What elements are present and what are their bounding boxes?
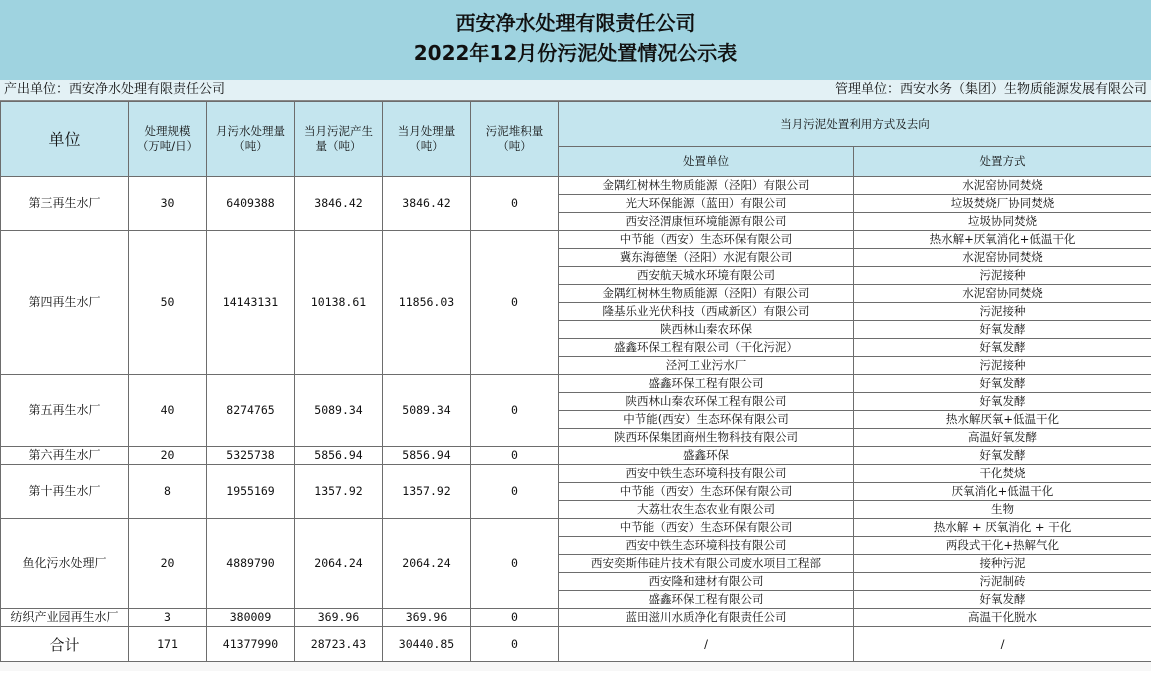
plant-stockpile: 0 [471, 375, 559, 447]
plant-monthly-water: 8274765 [207, 375, 295, 447]
disposal-method: 热水解厌氧+低温干化 [854, 411, 1151, 429]
header-disposal-method: 处置方式 [854, 147, 1151, 177]
plant-name: 第六再生水厂 [1, 447, 129, 465]
total-disposal-method: / [854, 627, 1151, 662]
disposal-method: 厌氧消化+低温干化 [854, 483, 1151, 501]
disposal-method: 热水解 + 厌氧消化 + 干化 [854, 519, 1151, 537]
header-sludge-produced: 当月污泥产生 量（吨） [295, 102, 383, 177]
disposal-method: 垃圾协同焚烧 [854, 213, 1151, 231]
disposal-unit: 西安奕斯伟硅片技术有限公司废水项目工程部 [559, 555, 854, 573]
disposal-unit: 蓝田滋川水质净化有限责任公司 [559, 609, 854, 627]
disposal-method: 两段式干化+热解气化 [854, 537, 1151, 555]
table-body [1, 177, 1151, 662]
total-scale: 171 [129, 627, 207, 662]
plant-scale: 20 [129, 519, 207, 609]
plant-sludge-produced: 369.96 [295, 609, 383, 627]
disposal-unit: 盛鑫环保 [559, 447, 854, 465]
plant-stockpile: 0 [471, 609, 559, 627]
company-title: 西安净水处理有限责任公司 [455, 11, 696, 35]
header-disposal-unit: 处置单位 [559, 147, 854, 177]
disposal-unit: 西安航天城水环境有限公司 [559, 267, 854, 285]
disposal-unit: 西安隆和建材有限公司 [559, 573, 854, 591]
sludge-table [0, 101, 1151, 662]
disposal-unit: 金隅红树林生物质能源（泾阳）有限公司 [559, 285, 854, 303]
table-row [1, 177, 1151, 195]
disposal-unit: 中节能（西安）生态环保有限公司 [559, 231, 854, 249]
plant-stockpile: 0 [471, 447, 559, 465]
plant-sludge-produced: 5089.34 [295, 375, 383, 447]
disposal-unit: 金隅红树林生物质能源（泾阳）有限公司 [559, 177, 854, 195]
disposal-method: 污泥接种 [854, 303, 1151, 321]
plant-monthly-water: 4889790 [207, 519, 295, 609]
disposal-unit: 盛鑫环保工程有限公司 [559, 375, 854, 393]
disposal-unit: 陕西环保集团商州生物科技有限公司 [559, 429, 854, 447]
plant-sludge-processed: 5089.34 [383, 375, 471, 447]
header-stockpile: 污泥堆积量 （吨） [471, 102, 559, 177]
title-band [0, 0, 1151, 80]
header-unit: 单位 [1, 102, 129, 177]
plant-name: 第三再生水厂 [1, 177, 129, 231]
total-stockpile: 0 [471, 627, 559, 662]
plant-stockpile: 0 [471, 231, 559, 375]
plant-sludge-processed: 1357.92 [383, 465, 471, 519]
header-disposal-group: 当月污泥处置利用方式及去向 [559, 102, 1151, 147]
total-label: 合计 [1, 627, 129, 662]
header-scale: 处理规模 （万吨/日） [129, 102, 207, 177]
plant-name: 鱼化污水处理厂 [1, 519, 129, 609]
total-row [1, 627, 1151, 662]
plant-sludge-processed: 3846.42 [383, 177, 471, 231]
plant-sludge-processed: 11856.03 [383, 231, 471, 375]
disposal-method: 生物 [854, 501, 1151, 519]
table-row [1, 519, 1151, 537]
disposal-method: 高温干化脱水 [854, 609, 1151, 627]
plant-monthly-water: 6409388 [207, 177, 295, 231]
plant-stockpile: 0 [471, 519, 559, 609]
disposal-method: 好氧发酵 [854, 375, 1151, 393]
plant-sludge-processed: 2064.24 [383, 519, 471, 609]
header-sludge-processed: 当月处理量 （吨） [383, 102, 471, 177]
disposal-unit: 陕西林山秦农环保工程有限公司 [559, 393, 854, 411]
plant-monthly-water: 380009 [207, 609, 295, 627]
total-disposal-unit: / [559, 627, 854, 662]
disposal-method: 好氧发酵 [854, 447, 1151, 465]
table-row [1, 447, 1151, 465]
disposal-unit: 西安中铁生态环境科技有限公司 [559, 465, 854, 483]
disposal-method: 好氧发酵 [854, 591, 1151, 609]
disposal-unit: 盛鑫环保工程有限公司 [559, 591, 854, 609]
disposal-unit: 陕西林山秦农环保 [559, 321, 854, 339]
disposal-method: 污泥制砖 [854, 573, 1151, 591]
producer-label: 产出单位：西安净水处理有限责任公司 [4, 82, 226, 97]
disposal-method: 好氧发酵 [854, 339, 1151, 357]
disposal-unit: 西安中铁生态环境科技有限公司 [559, 537, 854, 555]
disposal-method: 污泥接种 [854, 267, 1151, 285]
disposal-method: 好氧发酵 [854, 321, 1151, 339]
disposal-method: 高温好氧发酵 [854, 429, 1151, 447]
disposal-unit: 隆基乐业光伏科技（西咸新区）有限公司 [559, 303, 854, 321]
disposal-method: 水泥窑协同焚烧 [854, 177, 1151, 195]
plant-scale: 50 [129, 231, 207, 375]
disposal-method: 好氧发酵 [854, 393, 1151, 411]
plant-name: 第四再生水厂 [1, 231, 129, 375]
plant-scale: 8 [129, 465, 207, 519]
total-monthly-water: 41377990 [207, 627, 295, 662]
sheet-bottom [0, 662, 1151, 671]
disposal-method: 水泥窑协同焚烧 [854, 285, 1151, 303]
disposal-unit: 西安泾渭康恒环境能源有限公司 [559, 213, 854, 231]
table-row [1, 375, 1151, 393]
disposal-unit: 大荔壮农生态农业有限公司 [559, 501, 854, 519]
units-row [0, 80, 1151, 101]
plant-name: 纺织产业园再生水厂 [1, 609, 129, 627]
plant-sludge-produced: 3846.42 [295, 177, 383, 231]
disposal-unit: 泾河工业污水厂 [559, 357, 854, 375]
manager-label: 管理单位：西安水务（集团）生物质能源发展有限公司 [834, 82, 1147, 97]
disposal-unit: 中节能（西安）生态环保有限公司 [559, 519, 854, 537]
disposal-method: 污泥接种 [854, 357, 1151, 375]
disposal-unit: 光大环保能源（蓝田）有限公司 [559, 195, 854, 213]
disposal-unit: 中节能(西安）生态环保有限公司 [559, 411, 854, 429]
plant-sludge-processed: 5856.94 [383, 447, 471, 465]
disposal-method: 垃圾焚烧厂协同焚烧 [854, 195, 1151, 213]
plant-monthly-water: 1955169 [207, 465, 295, 519]
disposal-unit: 盛鑫环保工程有限公司（干化污泥） [559, 339, 854, 357]
disposal-unit: 中节能（西安）生态环保有限公司 [559, 483, 854, 501]
plant-scale: 3 [129, 609, 207, 627]
disposal-unit: 冀东海德堡（泾阳）水泥有限公司 [559, 249, 854, 267]
plant-name: 第五再生水厂 [1, 375, 129, 447]
plant-sludge-produced: 5856.94 [295, 447, 383, 465]
total-sludge-processed: 30440.85 [383, 627, 471, 662]
plant-sludge-processed: 369.96 [383, 609, 471, 627]
disposal-method: 接种污泥 [854, 555, 1151, 573]
plant-scale: 40 [129, 375, 207, 447]
total-sludge-produced: 28723.43 [295, 627, 383, 662]
table-row [1, 609, 1151, 627]
table-row [1, 465, 1151, 483]
plant-monthly-water: 14143131 [207, 231, 295, 375]
plant-scale: 30 [129, 177, 207, 231]
plant-sludge-produced: 1357.92 [295, 465, 383, 519]
plant-stockpile: 0 [471, 465, 559, 519]
disposal-method: 水泥窑协同焚烧 [854, 249, 1151, 267]
plant-name: 第十再生水厂 [1, 465, 129, 519]
plant-sludge-produced: 2064.24 [295, 519, 383, 609]
plant-stockpile: 0 [471, 177, 559, 231]
report-title: 2022年12月份污泥处置情况公示表 [413, 41, 738, 65]
disposal-method: 热水解+厌氧消化+低温干化 [854, 231, 1151, 249]
header-monthly-water: 月污水处理量 （吨） [207, 102, 295, 177]
table-row [1, 231, 1151, 249]
plant-sludge-produced: 10138.61 [295, 231, 383, 375]
disposal-method: 干化焚烧 [854, 465, 1151, 483]
plant-scale: 20 [129, 447, 207, 465]
plant-monthly-water: 5325738 [207, 447, 295, 465]
